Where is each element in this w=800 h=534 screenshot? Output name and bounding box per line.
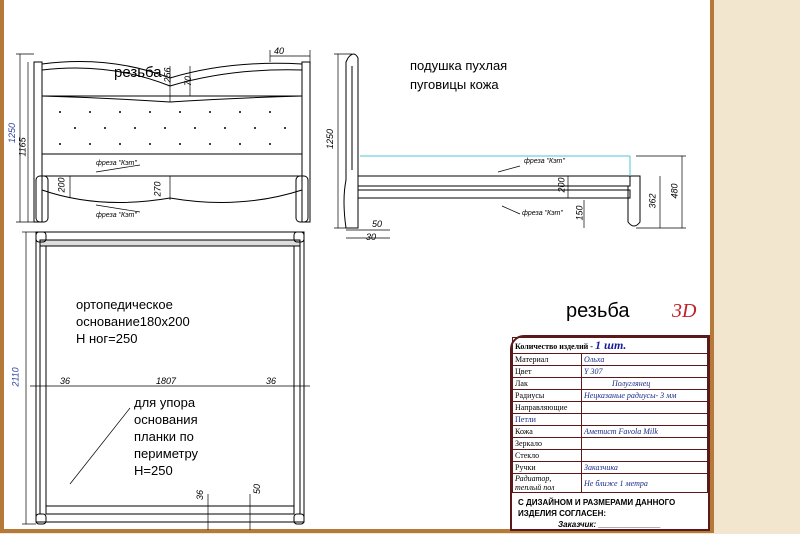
plan-note-support: для упора основания планки по периметру Н=250 bbox=[134, 395, 199, 478]
stamp-row bbox=[513, 378, 708, 390]
stamp-row-value: Y 307 bbox=[582, 366, 708, 378]
stamp-row bbox=[513, 462, 708, 474]
tufting-buttons bbox=[59, 111, 286, 145]
stamp-row bbox=[513, 366, 708, 378]
stamp-row bbox=[513, 390, 708, 402]
stamp-row-label: Ручки bbox=[513, 462, 582, 474]
stamp-row-label: Петли bbox=[513, 414, 582, 426]
right-post bbox=[302, 62, 310, 222]
customer-label: Заказчик: bbox=[558, 520, 597, 529]
quantity-label: Количество изделий - bbox=[515, 342, 593, 351]
front-carving-label: резьба bbox=[114, 64, 162, 81]
stamp-row bbox=[513, 438, 708, 450]
side-note-pillow: подушка пухлая bbox=[410, 58, 508, 73]
dim-base-30: 30 bbox=[366, 232, 377, 242]
stamp-row bbox=[513, 474, 708, 493]
dim-footboard: 480 bbox=[669, 183, 680, 199]
carving-3d-word: резьба bbox=[566, 300, 630, 322]
side-note-buttons: пуговицы кожа bbox=[410, 77, 499, 92]
stamp-row bbox=[513, 414, 708, 426]
dim-foot-150: 150 bbox=[574, 205, 585, 221]
stamp-row-value bbox=[582, 450, 708, 462]
stamp-row bbox=[513, 426, 708, 438]
side-mill-label-upper: фреза "Кэт" bbox=[524, 158, 565, 165]
dim-side-rail-200: 200 bbox=[556, 177, 567, 193]
front-mill-label-lower: фреза "Кэт" bbox=[96, 212, 137, 219]
plan-note-orthopedic: ортопедическое основание180х200 Н ног=250 bbox=[76, 297, 190, 346]
title-block-stamp bbox=[510, 335, 710, 531]
stamp-row bbox=[513, 450, 708, 462]
dim-front-rail-270: 270 bbox=[152, 181, 163, 197]
carving-3d-tag: 3D bbox=[672, 300, 697, 322]
stamp-row-label: Цвет bbox=[513, 366, 582, 378]
stamp-row-value: Ольха bbox=[582, 354, 708, 366]
side-mill-label-lower: фреза "Кэт" bbox=[522, 210, 563, 217]
tufted-panel bbox=[42, 96, 302, 154]
dim-total-height: 1250 bbox=[7, 122, 18, 144]
dim-plan-width: 1807 bbox=[156, 376, 177, 386]
dim-leg-width: 40 bbox=[274, 46, 285, 56]
stamp-row-label: Радиусы bbox=[513, 390, 582, 402]
stamp-row-value: Не ближе 1 метра bbox=[582, 474, 708, 493]
stamp-row bbox=[513, 402, 708, 414]
quantity-value: 1 шт. bbox=[594, 338, 627, 352]
stamp-quantity-row bbox=[513, 338, 708, 354]
dim-base-50: 50 bbox=[372, 219, 383, 229]
stamp-row-label: Радиатор, теплый пол bbox=[513, 474, 582, 493]
stamp-row-label: Лак bbox=[513, 378, 582, 390]
stamp-row-label: Зеркало bbox=[513, 438, 582, 450]
stamp-table bbox=[512, 337, 708, 493]
side-dimension-lines bbox=[334, 54, 686, 238]
stamp-row-label: Направляющие bbox=[513, 402, 582, 414]
dim-plan-right-36: 36 bbox=[266, 376, 277, 386]
agreement-statement: С ДИЗАЙНОМ И РАЗМЕРАМИ ДАННОГО ИЗДЕЛИЯ СОГЛАСЕН: bbox=[518, 498, 676, 518]
dim-top-offset: 256 bbox=[162, 67, 173, 83]
agreement-text bbox=[512, 493, 708, 534]
stamp-row-label: Кожа bbox=[513, 426, 582, 438]
dim-plan-length: 2110 bbox=[10, 367, 21, 387]
stamp-row-value: Аметист Favola Milk bbox=[582, 426, 708, 438]
stamp-row-label: Стекло bbox=[513, 450, 582, 462]
left-post bbox=[34, 62, 42, 222]
stamp-row-value: Заказчика bbox=[582, 462, 708, 474]
stamp-row-value bbox=[582, 438, 708, 450]
dim-plan-left-36: 36 bbox=[60, 376, 71, 386]
stamp-row-value bbox=[582, 414, 708, 426]
dim-front-rail-200: 200 bbox=[56, 177, 67, 193]
dim-plan-bottom-50: 50 bbox=[252, 483, 263, 495]
dim-top-70: 70 bbox=[183, 75, 194, 87]
stamp-row-value bbox=[582, 402, 708, 414]
dim-plan-bottom-36: 36 bbox=[195, 489, 206, 501]
stamp-row-value: Полуглянец bbox=[582, 378, 708, 390]
lower-rail-curve bbox=[42, 190, 302, 203]
dim-side-height: 1250 bbox=[325, 128, 336, 150]
dim-foot-362: 362 bbox=[647, 193, 658, 209]
customer-signature-line: Заказчик: ______________ bbox=[558, 520, 661, 529]
stamp-row bbox=[513, 354, 708, 366]
panel-top-edge bbox=[42, 96, 302, 102]
dim-inner-height: 1165 bbox=[17, 137, 28, 157]
stamp-row-label: Материал bbox=[513, 354, 582, 366]
headboard-front-view bbox=[34, 61, 310, 222]
stamp-row-value: Нецказаные радиусы- 3 мм bbox=[582, 390, 708, 402]
front-mill-label-upper: фреза "Кэт" bbox=[96, 160, 137, 167]
